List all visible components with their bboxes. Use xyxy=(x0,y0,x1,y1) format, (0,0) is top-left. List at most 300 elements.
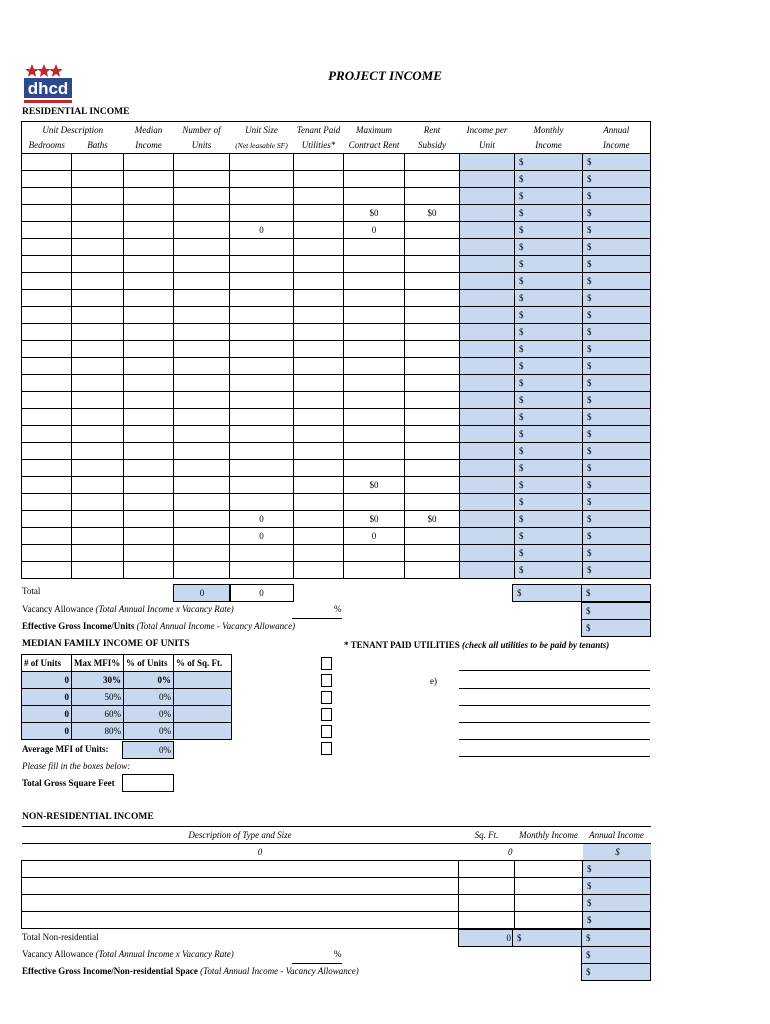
monthly-income-cell: $ xyxy=(515,409,583,426)
tenant-paid-cell[interactable] xyxy=(294,358,344,375)
baths-cell[interactable] xyxy=(72,392,124,409)
utility-line-6[interactable] xyxy=(459,756,650,757)
baths-cell[interactable] xyxy=(72,273,124,290)
number-units-cell[interactable] xyxy=(174,324,230,341)
rent-subsidy-cell[interactable] xyxy=(405,545,460,562)
tenant-paid-cell[interactable] xyxy=(294,188,344,205)
residential-row xyxy=(22,375,651,392)
unit-size-cell[interactable]: 0 xyxy=(230,528,294,545)
nonres-vacancy-rate-line[interactable] xyxy=(292,963,342,964)
tenant-paid-cell[interactable] xyxy=(294,341,344,358)
total-annual-cell: $ xyxy=(581,584,651,602)
bedrooms-cell[interactable] xyxy=(22,528,72,545)
tenant-paid-cell[interactable] xyxy=(294,375,344,392)
unit-size-cell[interactable] xyxy=(230,409,294,426)
col-unit-size: Unit Size xyxy=(245,124,278,135)
unit-size-cell[interactable] xyxy=(230,154,294,171)
bedrooms-cell[interactable] xyxy=(22,392,72,409)
unit-size-cell[interactable] xyxy=(230,392,294,409)
rent-subsidy-cell[interactable] xyxy=(405,528,460,545)
tenant-paid-cell[interactable] xyxy=(294,409,344,426)
max-rent-cell[interactable] xyxy=(344,307,405,324)
rent-subsidy-cell[interactable] xyxy=(405,477,460,494)
unit-size-cell[interactable] xyxy=(230,188,294,205)
utility-checkbox-3[interactable] xyxy=(321,691,332,704)
tenant-paid-cell[interactable] xyxy=(294,239,344,256)
mfi-header-pct-units: % of Units xyxy=(124,655,174,672)
total-units-cell[interactable]: 0 xyxy=(173,584,231,602)
max-rent-cell[interactable] xyxy=(344,171,405,188)
number-units-cell[interactable] xyxy=(174,290,230,307)
residential-row xyxy=(22,511,651,528)
bedrooms-cell[interactable] xyxy=(22,222,72,239)
number-units-cell[interactable] xyxy=(174,171,230,188)
bedrooms-cell[interactable] xyxy=(22,562,72,579)
baths-cell[interactable] xyxy=(72,222,124,239)
vacancy-label: Vacancy Allowance xyxy=(22,604,94,614)
monthly-income-cell: $ xyxy=(515,426,583,443)
baths-cell[interactable] xyxy=(72,171,124,188)
number-units-cell[interactable] xyxy=(174,307,230,324)
bedrooms-cell[interactable] xyxy=(22,171,72,188)
nonres-vacancy-label: Vacancy Allowance xyxy=(22,949,94,959)
total-size-cell: 0 xyxy=(229,584,294,602)
tenant-paid-cell[interactable] xyxy=(294,460,344,477)
mfi-row xyxy=(22,689,232,706)
unit-size-cell[interactable] xyxy=(230,375,294,392)
income-per-unit-cell xyxy=(460,511,515,528)
max-rent-cell[interactable] xyxy=(344,409,405,426)
nonres-row xyxy=(22,861,651,878)
avg-mfi-label: Average MFI of Units: xyxy=(22,744,109,754)
rent-subsidy-cell[interactable] xyxy=(405,562,460,579)
max-rent-cell[interactable] xyxy=(344,358,405,375)
income-per-unit-cell xyxy=(460,154,515,171)
egi-row xyxy=(22,621,295,631)
unit-size-cell[interactable] xyxy=(230,171,294,188)
number-units-cell[interactable] xyxy=(174,511,230,528)
rent-subsidy-cell[interactable] xyxy=(405,392,460,409)
baths-cell[interactable] xyxy=(72,426,124,443)
egi-note: (Total Annual Income - Vacancy Allowance) xyxy=(136,621,296,631)
nonres-sqft-cell[interactable] xyxy=(459,861,515,878)
col-tenant-paid: Tenant Paid xyxy=(296,124,341,135)
rent-subsidy-cell[interactable] xyxy=(405,222,460,239)
unit-size-cell[interactable] xyxy=(230,460,294,477)
median-income-cell[interactable] xyxy=(124,222,174,239)
bedrooms-cell[interactable] xyxy=(22,375,72,392)
number-units-cell[interactable] xyxy=(174,562,230,579)
residential-row xyxy=(22,528,651,545)
max-rent-cell[interactable] xyxy=(344,188,405,205)
bedrooms-cell[interactable] xyxy=(22,307,72,324)
median-income-cell[interactable] xyxy=(124,256,174,273)
annual-income-cell: $ xyxy=(583,290,651,307)
residential-row xyxy=(22,273,651,290)
income-per-unit-cell xyxy=(460,562,515,579)
nonres-desc-cell[interactable] xyxy=(22,912,459,929)
rent-subsidy-cell[interactable] xyxy=(405,188,460,205)
rent-subsidy-cell[interactable] xyxy=(405,375,460,392)
unit-size-cell[interactable] xyxy=(230,239,294,256)
unit-size-cell[interactable] xyxy=(230,477,294,494)
utility-checkbox-2[interactable] xyxy=(321,674,332,687)
nonres-sqft-cell[interactable] xyxy=(459,878,515,895)
nonres-vacancy-pct: % xyxy=(334,949,342,959)
rent-subsidy-cell[interactable] xyxy=(405,154,460,171)
median-income-cell[interactable] xyxy=(124,290,174,307)
tenant-paid-cell[interactable] xyxy=(294,256,344,273)
tenant-paid-cell[interactable] xyxy=(294,273,344,290)
tenant-paid-cell[interactable] xyxy=(294,511,344,528)
rent-subsidy-cell[interactable] xyxy=(405,273,460,290)
median-income-cell[interactable] xyxy=(124,460,174,477)
unit-size-cell[interactable]: 0 xyxy=(230,222,294,239)
max-rent-cell[interactable]: $0 xyxy=(344,511,405,528)
utility-line-4[interactable] xyxy=(459,722,650,723)
utility-checkbox-5[interactable] xyxy=(321,725,332,738)
monthly-income-cell: $ xyxy=(515,324,583,341)
rent-subsidy-cell[interactable] xyxy=(405,290,460,307)
median-income-cell[interactable] xyxy=(124,494,174,511)
nonres-header-annual: Annual Income xyxy=(583,827,651,844)
number-units-cell[interactable] xyxy=(174,392,230,409)
annual-income-cell: $ xyxy=(583,511,651,528)
number-units-cell[interactable] xyxy=(174,154,230,171)
bedrooms-cell[interactable] xyxy=(22,358,72,375)
nonres-desc-cell[interactable]: 0 xyxy=(22,844,459,861)
bedrooms-cell[interactable] xyxy=(22,154,72,171)
tenant-paid-cell[interactable] xyxy=(294,222,344,239)
number-units-cell[interactable] xyxy=(174,528,230,545)
residential-row xyxy=(22,324,651,341)
median-income-cell[interactable] xyxy=(124,545,174,562)
nonres-annual-cell: $ xyxy=(583,861,651,878)
number-units-cell[interactable] xyxy=(174,188,230,205)
annual-income-cell: $ xyxy=(583,409,651,426)
unit-size-cell[interactable] xyxy=(230,562,294,579)
vacancy-rate-line[interactable] xyxy=(292,618,342,619)
col-rent-subsidy-2: Subsidy xyxy=(418,140,446,150)
number-units-cell[interactable] xyxy=(174,341,230,358)
tenant-paid-cell[interactable] xyxy=(294,171,344,188)
baths-cell[interactable] xyxy=(72,375,124,392)
number-units-cell[interactable] xyxy=(174,205,230,222)
median-income-cell[interactable] xyxy=(124,273,174,290)
rent-subsidy-cell[interactable] xyxy=(405,494,460,511)
nonres-total-monthly: $ xyxy=(512,929,582,947)
gross-sqft-input[interactable] xyxy=(122,774,174,792)
rent-subsidy-cell[interactable] xyxy=(405,171,460,188)
nonres-monthly-cell[interactable] xyxy=(515,861,583,878)
max-rent-cell[interactable] xyxy=(344,460,405,477)
monthly-income-cell: $ xyxy=(515,562,583,579)
utility-checkbox-4[interactable] xyxy=(321,708,332,721)
unit-size-cell[interactable] xyxy=(230,273,294,290)
unit-size-cell[interactable]: 0 xyxy=(230,511,294,528)
number-units-cell[interactable] xyxy=(174,443,230,460)
baths-cell[interactable] xyxy=(72,256,124,273)
baths-cell[interactable] xyxy=(72,239,124,256)
income-per-unit-cell xyxy=(460,358,515,375)
bedrooms-cell[interactable] xyxy=(22,477,72,494)
unit-size-cell[interactable] xyxy=(230,494,294,511)
residential-row xyxy=(22,426,651,443)
residential-row xyxy=(22,460,651,477)
tenant-paid-cell[interactable] xyxy=(294,443,344,460)
max-rent-cell[interactable] xyxy=(344,154,405,171)
col-bedrooms: Bedrooms xyxy=(28,140,65,150)
number-units-cell[interactable] xyxy=(174,375,230,392)
monthly-income-cell: $ xyxy=(515,154,583,171)
annual-income-cell: $ xyxy=(583,477,651,494)
income-per-unit-cell xyxy=(460,528,515,545)
max-rent-cell[interactable] xyxy=(344,545,405,562)
bedrooms-cell[interactable] xyxy=(22,256,72,273)
baths-cell[interactable] xyxy=(72,290,124,307)
rent-subsidy-cell[interactable]: $0 xyxy=(405,205,460,222)
baths-cell[interactable] xyxy=(72,307,124,324)
median-income-cell[interactable] xyxy=(124,171,174,188)
monthly-income-cell: $ xyxy=(515,545,583,562)
annual-income-cell: $ xyxy=(583,528,651,545)
bedrooms-cell[interactable] xyxy=(22,341,72,358)
tenant-paid-cell[interactable] xyxy=(294,545,344,562)
tenant-paid-cell[interactable] xyxy=(294,426,344,443)
utility-checkbox-1[interactable] xyxy=(321,657,332,670)
number-units-cell[interactable] xyxy=(174,477,230,494)
max-rent-cell[interactable] xyxy=(344,375,405,392)
nonres-desc-cell[interactable] xyxy=(22,861,459,878)
baths-cell[interactable] xyxy=(72,494,124,511)
rent-subsidy-cell[interactable] xyxy=(405,460,460,477)
max-rent-cell[interactable]: $0 xyxy=(344,477,405,494)
nonres-total-label: Total Non-residential xyxy=(22,932,99,942)
number-units-cell[interactable] xyxy=(174,409,230,426)
number-units-cell[interactable] xyxy=(174,545,230,562)
median-income-cell[interactable] xyxy=(124,375,174,392)
bedrooms-cell[interactable] xyxy=(22,545,72,562)
nonres-monthly-cell[interactable] xyxy=(515,895,583,912)
max-rent-cell[interactable] xyxy=(344,273,405,290)
unit-size-cell[interactable] xyxy=(230,341,294,358)
rent-subsidy-cell[interactable] xyxy=(405,358,460,375)
tenant-paid-cell[interactable] xyxy=(294,154,344,171)
rent-subsidy-cell[interactable] xyxy=(405,239,460,256)
max-rent-cell[interactable] xyxy=(344,324,405,341)
number-units-cell[interactable] xyxy=(174,460,230,477)
rent-subsidy-cell[interactable] xyxy=(405,324,460,341)
max-rent-cell[interactable] xyxy=(344,562,405,579)
nonres-sqft-cell[interactable] xyxy=(459,912,515,929)
bedrooms-cell[interactable] xyxy=(22,188,72,205)
median-income-cell[interactable] xyxy=(124,307,174,324)
bedrooms-cell[interactable] xyxy=(22,460,72,477)
median-income-cell[interactable] xyxy=(124,443,174,460)
col-monthly: Monthly xyxy=(533,124,564,135)
rent-subsidy-cell[interactable]: $0 xyxy=(405,511,460,528)
max-rent-cell[interactable] xyxy=(344,443,405,460)
baths-cell[interactable] xyxy=(72,460,124,477)
unit-size-cell[interactable] xyxy=(230,426,294,443)
bedrooms-cell[interactable] xyxy=(22,324,72,341)
annual-income-cell: $ xyxy=(583,375,651,392)
nonres-egi-annual: $ xyxy=(581,963,651,981)
number-units-cell[interactable] xyxy=(174,273,230,290)
median-income-cell[interactable] xyxy=(124,341,174,358)
unit-size-cell[interactable] xyxy=(230,443,294,460)
median-income-cell[interactable] xyxy=(124,205,174,222)
median-income-cell[interactable] xyxy=(124,392,174,409)
monthly-income-cell: $ xyxy=(515,341,583,358)
number-units-cell[interactable] xyxy=(174,494,230,511)
baths-cell[interactable] xyxy=(72,545,124,562)
annual-income-cell: $ xyxy=(583,307,651,324)
nonres-row xyxy=(22,895,651,912)
baths-cell[interactable] xyxy=(72,324,124,341)
median-income-cell[interactable] xyxy=(124,239,174,256)
number-units-cell[interactable] xyxy=(174,239,230,256)
mfi-max-cell: 80% xyxy=(72,723,124,740)
rent-subsidy-cell[interactable] xyxy=(405,341,460,358)
income-per-unit-cell xyxy=(460,324,515,341)
tenant-paid-cell[interactable] xyxy=(294,477,344,494)
max-rent-cell[interactable] xyxy=(344,426,405,443)
max-rent-cell[interactable]: 0 xyxy=(344,528,405,545)
median-income-cell[interactable] xyxy=(124,409,174,426)
unit-size-cell[interactable] xyxy=(230,205,294,222)
bedrooms-cell[interactable] xyxy=(22,409,72,426)
nonres-sqft-cell[interactable] xyxy=(459,895,515,912)
max-rent-cell[interactable]: $0 xyxy=(344,205,405,222)
bedrooms-cell[interactable] xyxy=(22,290,72,307)
baths-cell[interactable] xyxy=(72,477,124,494)
utility-line-2[interactable] xyxy=(459,688,650,689)
tenant-paid-cell[interactable] xyxy=(294,205,344,222)
monthly-income-cell: $ xyxy=(515,528,583,545)
baths-cell[interactable] xyxy=(72,341,124,358)
bedrooms-cell[interactable] xyxy=(22,511,72,528)
annual-income-cell: $ xyxy=(583,426,651,443)
number-units-cell[interactable] xyxy=(174,358,230,375)
monthly-income-cell: $ xyxy=(515,443,583,460)
nonres-desc-cell[interactable] xyxy=(22,878,459,895)
utility-line-5[interactable] xyxy=(459,739,650,740)
max-rent-cell[interactable] xyxy=(344,341,405,358)
median-income-cell[interactable] xyxy=(124,358,174,375)
baths-cell[interactable] xyxy=(72,562,124,579)
bedrooms-cell[interactable] xyxy=(22,273,72,290)
baths-cell[interactable] xyxy=(72,528,124,545)
max-rent-cell[interactable]: 0 xyxy=(344,222,405,239)
nonres-monthly-cell[interactable] xyxy=(515,844,583,861)
col-unit-size-2: (Net leasable SF) xyxy=(235,141,288,150)
unit-size-cell[interactable] xyxy=(230,545,294,562)
max-rent-cell[interactable] xyxy=(344,494,405,511)
tenant-paid-cell[interactable] xyxy=(294,290,344,307)
rent-subsidy-cell[interactable] xyxy=(405,409,460,426)
max-rent-cell[interactable] xyxy=(344,239,405,256)
median-income-cell[interactable] xyxy=(124,562,174,579)
utility-line-1[interactable] xyxy=(459,670,650,671)
nonres-header-desc: Description of Type and Size xyxy=(22,827,459,844)
monthly-income-cell: $ xyxy=(515,290,583,307)
page-title: PROJECT INCOME xyxy=(328,68,442,83)
rent-subsidy-cell[interactable] xyxy=(405,443,460,460)
income-per-unit-cell xyxy=(460,273,515,290)
monthly-income-cell: $ xyxy=(515,256,583,273)
bedrooms-cell[interactable] xyxy=(22,426,72,443)
nonres-sqft-cell[interactable]: 0 xyxy=(459,844,515,861)
income-per-unit-cell xyxy=(460,426,515,443)
median-income-cell[interactable] xyxy=(124,511,174,528)
bedrooms-cell[interactable] xyxy=(22,239,72,256)
max-rent-cell[interactable] xyxy=(344,392,405,409)
nonres-annual-cell: $ xyxy=(583,844,651,861)
residential-section-label: RESIDENTIAL INCOME xyxy=(22,107,130,117)
utility-line-3[interactable] xyxy=(459,705,650,706)
tenant-paid-cell[interactable] xyxy=(294,494,344,511)
median-income-cell[interactable] xyxy=(124,528,174,545)
tenant-paid-cell[interactable] xyxy=(294,392,344,409)
utility-checkbox-6[interactable] xyxy=(321,742,332,755)
unit-size-cell[interactable] xyxy=(230,307,294,324)
nonres-monthly-cell[interactable] xyxy=(515,912,583,929)
number-units-cell[interactable] xyxy=(174,222,230,239)
rent-subsidy-cell[interactable] xyxy=(405,307,460,324)
baths-cell[interactable] xyxy=(72,154,124,171)
baths-cell[interactable] xyxy=(72,205,124,222)
number-units-cell[interactable] xyxy=(174,426,230,443)
nonres-annual-cell: $ xyxy=(583,912,651,929)
unit-size-cell[interactable] xyxy=(230,324,294,341)
col-number-units: Number of xyxy=(182,124,221,135)
mfi-table xyxy=(21,654,232,740)
median-income-cell[interactable] xyxy=(124,477,174,494)
mfi-section-label: MEDIAN FAMILY INCOME OF UNITS xyxy=(22,639,190,649)
baths-cell[interactable] xyxy=(72,409,124,426)
baths-cell[interactable] xyxy=(72,358,124,375)
bedrooms-cell[interactable] xyxy=(22,205,72,222)
egi-annual-cell: $ xyxy=(581,619,651,637)
unit-size-cell[interactable] xyxy=(230,290,294,307)
baths-cell[interactable] xyxy=(72,188,124,205)
tenant-paid-cell[interactable] xyxy=(294,562,344,579)
tenant-paid-cell[interactable] xyxy=(294,528,344,545)
median-income-cell[interactable] xyxy=(124,188,174,205)
unit-size-cell[interactable] xyxy=(230,256,294,273)
median-income-cell[interactable] xyxy=(124,324,174,341)
baths-cell[interactable] xyxy=(72,511,124,528)
nonres-desc-cell[interactable] xyxy=(22,895,459,912)
nonres-monthly-cell[interactable] xyxy=(515,878,583,895)
bedrooms-cell[interactable] xyxy=(22,443,72,460)
mfi-units-cell: 0 xyxy=(22,723,72,740)
rent-subsidy-cell[interactable] xyxy=(405,256,460,273)
median-income-cell[interactable] xyxy=(124,426,174,443)
nonres-table xyxy=(21,826,651,929)
tenant-paid-cell[interactable] xyxy=(294,307,344,324)
number-units-cell[interactable] xyxy=(174,256,230,273)
bedrooms-cell[interactable] xyxy=(22,494,72,511)
rent-subsidy-cell[interactable] xyxy=(405,426,460,443)
max-rent-cell[interactable] xyxy=(344,256,405,273)
max-rent-cell[interactable] xyxy=(344,290,405,307)
baths-cell[interactable] xyxy=(72,443,124,460)
median-income-cell[interactable] xyxy=(124,154,174,171)
unit-size-cell[interactable] xyxy=(230,358,294,375)
tenant-paid-cell[interactable] xyxy=(294,324,344,341)
